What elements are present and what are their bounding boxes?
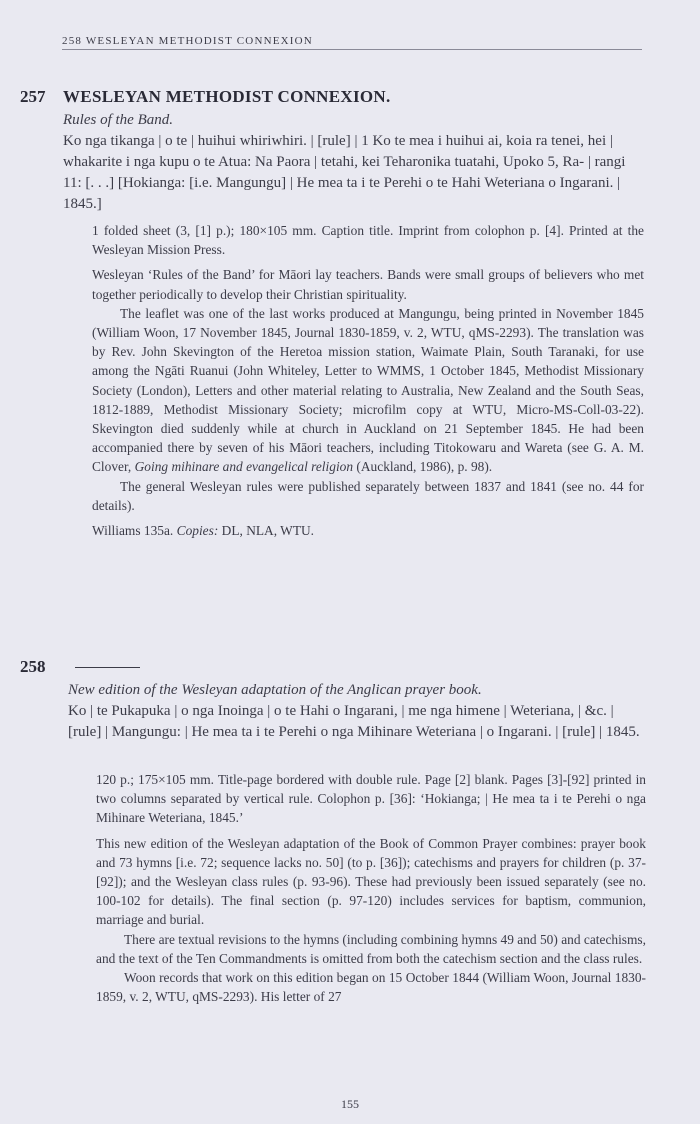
entry-257-para2-end: (Auckland, 1986), p. 98). <box>356 459 493 475</box>
entry-257-para1: Wesleyan ‘Rules of the Band’ for Māori lay teachers. Bands were small groups of believers who met together periodically to develop their Christian spirituality. <box>92 267 644 302</box>
entry-257-para3: The general Wesleyan rules were published separately between 1837 and 1841 (see no. 44 for details). <box>92 478 644 513</box>
page-number: 155 <box>341 1097 359 1111</box>
entry-258-subtitle: New edition of the Wesleyan adaptation of the Anglican prayer book. <box>68 682 482 698</box>
running-head: 258 WESLEYAN METHODIST CONNEXION <box>62 35 642 50</box>
entry-258-heading-block <box>68 680 646 743</box>
entry-258-para3: Woon records that work on this edition began on 15 October 1844 (William Woon, Journal 1830-1859, v. 2, WTU, qMS-2293). His letter of 27 <box>96 970 646 1005</box>
entry-258-transcription: Ko | te Pukapuka | o nga Inoinga | o te Hahi o Ingarani, | me nga himene | Weteriana, | &c. | [rule] | Mangungu: | He mea ta i te Perehi o nga Mihinare Weteriana | o Ingarani. | [rule] | 1845. <box>68 703 640 740</box>
entry-257-para2-title: Going mihinare and evangelical religion <box>134 459 354 475</box>
entry-257-notes <box>92 221 644 540</box>
entry-257-para2 <box>92 304 644 477</box>
entry-258-para2: There are textual revisions to the hymns (including combining hymns 49 and 50) and catechisms, and the text of the Ten Commandments is omitted from both the catechism section and the class rules. <box>96 931 646 966</box>
entry-258-physical: 120 p.; 175×105 mm. Title-page bordered with double rule. Page [2] blank. Pages [3]-[92] printed in two columns separated by vertical rule. Colophon p. [36]: ‘Hokianga; | He mea ta i te Perehi o nga Mihinare Weteriana, 1845.’ <box>96 772 646 826</box>
entry-257-subtitle: Rules of the Band. <box>63 112 173 128</box>
entry-number-257: 257 <box>20 87 46 106</box>
entry-257-physical: 1 folded sheet (3, [1] p.); 180×105 mm. Caption title. Imprint from colophon p. [4]. Printed at the Wesleyan Mission Press. <box>92 223 644 258</box>
entry-257-references <box>92 521 644 540</box>
entry-257-refs: Williams 135a. <box>92 523 174 539</box>
entry-257-copies: DL, NLA, WTU. <box>221 523 315 539</box>
entry-257-transcription: Ko nga tikanga | o te | huihui whiriwhiri. | [rule] | 1 Ko te mea i huihui ai, koia ra tenei, hei | whakarite i nga kupu o te Atua: Na Paora | tetahi, kei Teharonika tuatahi, Upoko 5, Ra- | rangi 11: [. . .] [Hokianga: [i.e. Mangungu] | He mea ta i te Perehi o te Hahi Weteriana o Ingarani. | 1845.] <box>63 133 626 212</box>
entry-number-258: 258 <box>20 657 46 676</box>
entry-title-dash <box>75 667 140 668</box>
entry-258-para1: This new edition of the Wesleyan adaptation of the Book of Common Prayer combines: prayer book and 73 hymns [i.e. 72; sequence lacks no. 50] (to p. [36]); catechisms and prayers for children (p. 37-[92]); and the Wesleyan class rules (p. 93-96). These had previously been issued separately (see no. 100-102 for details). The final section (p. 97-120) includes services for baptism, communion, marriage and burial. <box>96 835 646 928</box>
entry-258-notes <box>96 770 646 1006</box>
entry-title: WESLEYAN METHODIST CONNEXION. <box>63 87 391 106</box>
entry-257-heading-block <box>63 110 645 215</box>
entry-257-copies-label: Copies: <box>176 523 219 539</box>
entry-257-para2-text: The leaflet was one of the last works produced at Mangungu, being printed in November 1845 (William Woon, 17 November 1845, Journal 1830-1859, v. 2, WTU, qMS-2293). The translation was by Rev. John Skevington of the Heretoa mission station, Waimate Plain, South Taranaki, for use among the Ngāti Ruanui (John Whiteley, Letter to WMMS, 1 October 1845, Methodist Missionary Society (London), Letters and other material relating to Australia, New Zealand and the South Seas, 1812-1889, Methodist Missionary Society; microfilm copy at WTU, Micro-MS-Coll-03-22). Skevington died suddenly while at church in Auckland on 21 September 1845. He had been accompanied there by seven of his Māori teachers, including Titokowaru and Wareta (see G. A. M. Clover, <box>92 305 644 475</box>
